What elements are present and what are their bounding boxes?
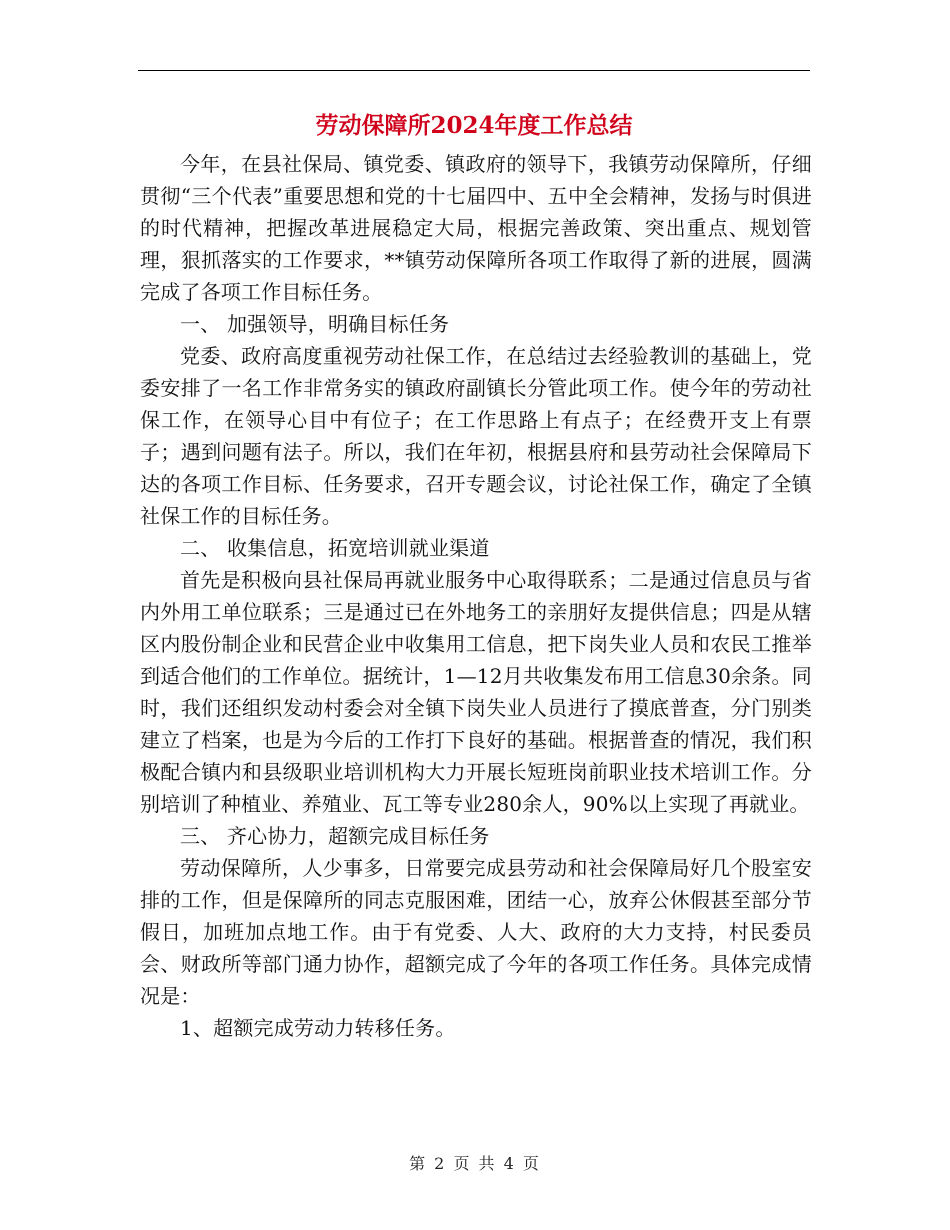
document-title: 劳动保障所2024年度工作总结 [315,112,633,139]
section-heading-3: 三、 齐心协力，超额完成目标任务 [180,824,490,848]
page-number: 第 2 页 共 4 页 [409,1154,541,1173]
section-heading-1: 一、 加强领导，明确目标任务 [180,312,450,336]
paragraph-section-1: 党委、政府高度重视劳动社保工作，在总结过去经验教训的基础上，党委安排了一名工作非常务实的镇政府副镇长分管此项工作。使今年的劳动社保工作，在领导心目中有位子；在工作思路上有点子；在经费开支上有票子；遇到问题有法子。所以，我们在年初，根据县府和县劳动社会保障局下达的各项工作目标、任务要求，召开专题会议，讨论社保工作，确定了全镇社保工作的目标任务。 [140,344,812,528]
paragraph-intro: 今年，在县社保局、镇党委、镇政府的领导下，我镇劳动保障所，仔细贯彻“三个代表”重要思想和党的十七届四中、五中全会精神，发扬与时俱进的时代精神，把握改革进展稳定大局，根据完善政策、突出重点、规划管理，狠抓落实的工作要求，**镇劳动保障所各项工作取得了新的进展，圆满完成了各项工作目标任务。 [140,152,812,304]
paragraph-section-3: 劳动保障所，人少事多，日常要完成县劳动和社会保障局好几个股室安排的工作，但是保障所的同志克服困难，团结一心，放弃公休假甚至部分节假日，加班加点地工作。由于有党委、人大、政府的大力支持，村民委员会、财政所等部门通力协作，超额完成了今年的各项工作任务。具体完成情况是： [140,856,812,1008]
header-rule [138,70,810,71]
section-heading-2: 二、 收集信息，拓宽培训就业渠道 [180,536,490,560]
paragraph-section-2: 首先是积极向县社保局再就业服务中心取得联系；二是通过信息员与省内外用工单位联系；三是通过已在外地务工的亲朋好友提供信息；四是从辖区内股份制企业和民营企业中收集用工信息，把下岗失业人员和农民工推举到适合他们的工作单位。据统计，1—12月共收集发布用工信息30余条。同时，我们还组织发动村委会对全镇下岗失业人员进行了摸底普查，分门别类建立了档案，也是为今后的工作打下良好的基础。根据普查的情况，我们积极配合镇内和县级职业培训机构大力开展长短班岗前职业技术培训工作。分别培训了种植业、养殖业、瓦工等专业280余人，90%以上实现了再就业。 [140,568,812,816]
sub-item-heading-1: 1、超额完成劳动力转移任务。 [180,1016,456,1040]
document-body [140,148,812,1044]
